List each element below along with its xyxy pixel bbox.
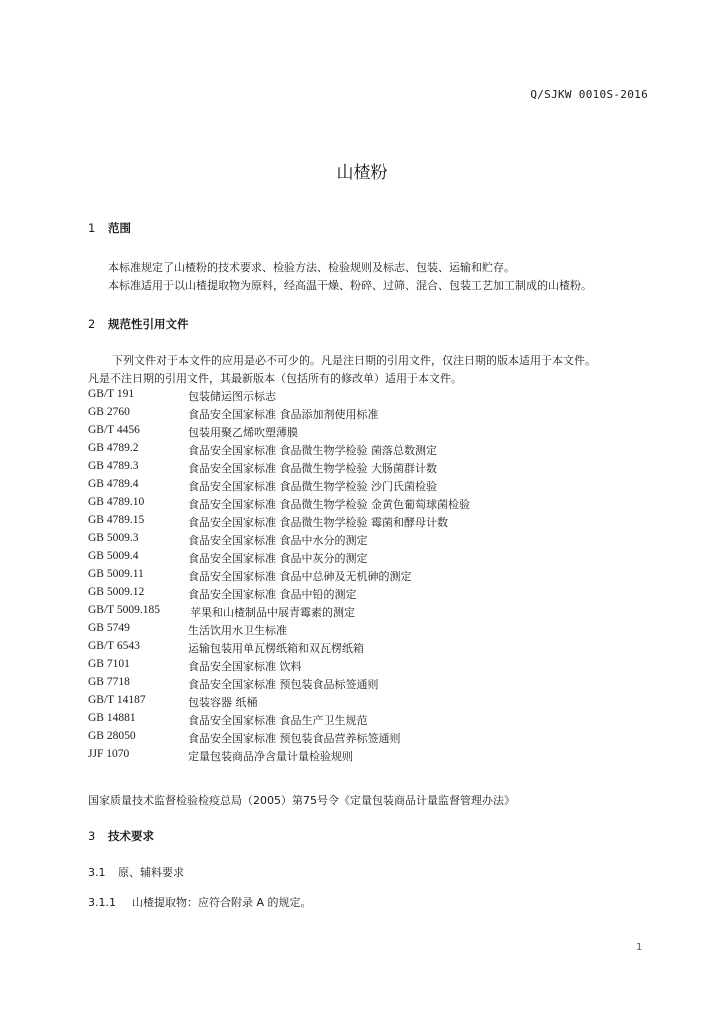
reference-item: [88, 514, 648, 532]
page-number: 1: [636, 942, 643, 953]
reference-code: GB 5009.4: [88, 550, 139, 562]
reference-code: GB 7718: [88, 676, 130, 688]
reference-item: [88, 604, 648, 622]
reference-title: 食品安全国家标准 食品微生物学检验 大肠菌群计数: [188, 462, 437, 475]
reference-title: 食品安全国家标准 食品中水分的测定: [188, 534, 368, 547]
section-1-number: 1: [88, 221, 96, 235]
reference-code: GB 5009.3: [88, 532, 139, 544]
reference-item: [88, 748, 648, 766]
section-2-number: 2: [88, 317, 96, 331]
reference-title: 食品安全国家标准 食品添加剂使用标准: [188, 408, 379, 421]
section-3-title: 技术要求: [108, 829, 154, 843]
reference-code: GB 5749: [88, 622, 130, 634]
reference-item: [88, 712, 648, 730]
section-1-paragraph-1: 本标准规定了山楂粉的技术要求、检验方法、检验规则及标志、包装、运输和贮存。: [108, 261, 515, 274]
section-2-title: 规范性引用文件: [108, 317, 189, 331]
section-1-title: 范围: [108, 221, 131, 235]
section-3-heading: [88, 828, 154, 844]
clause-3-1-1-number: 3.1.1: [88, 896, 116, 909]
section-1-paragraph-2: 本标准适用于以山楂提取物为原料，经高温干燥、粉碎、过筛、混合、包装工艺加工制成的山楂粉。: [108, 279, 592, 292]
reference-item: [88, 730, 648, 748]
reference-title: 包装用聚乙烯吹塑薄膜: [188, 426, 298, 439]
reference-item: [88, 532, 648, 550]
standard-code: Q/SJKW 0010S-2016: [530, 88, 648, 101]
reference-code: GB 2760: [88, 406, 130, 418]
section-1-heading: [88, 220, 131, 236]
reference-item: [88, 478, 648, 496]
reference-code: GB 4789.3: [88, 460, 139, 472]
reference-code: GB/T 5009.185: [88, 604, 160, 616]
section-2-heading: [88, 316, 189, 332]
reference-title: 食品安全国家标准 食品微生物学检验 金黄色葡萄球菌检验: [188, 498, 470, 511]
reference-title: 定量包装商品净含量计量检验规则: [188, 750, 353, 763]
reference-code: GB 7101: [88, 658, 130, 670]
reference-item: [88, 460, 648, 478]
reference-title: 包装储运图示标志: [188, 390, 276, 403]
reference-title: 生活饮用水卫生标准: [188, 624, 287, 637]
reference-item: [88, 640, 648, 658]
reference-code: GB/T 191: [88, 388, 135, 400]
clause-3-1-1-text: 山楂提取物：应符合附录 A 的规定。: [132, 896, 312, 909]
reference-title: 食品安全国家标准 食品中灰分的测定: [188, 552, 368, 565]
reference-list: [88, 388, 648, 766]
reference-title: 运输包装用单瓦楞纸箱和双瓦楞纸箱: [188, 642, 364, 655]
reference-code: GB/T 6543: [88, 640, 140, 652]
section-2-intro-line-2: 凡是不注日期的引用文件，其最新版本（包括所有的修改单）适用于本文件。: [88, 372, 462, 385]
reference-item: [88, 676, 648, 694]
reference-code: GB/T 14187: [88, 694, 146, 706]
reference-title: 食品安全国家标准 食品微生物学检验 沙门氏菌检验: [188, 480, 437, 493]
section-2-closing-line: 国家质量技术监督检验检疫总局（2005）第75号令《定量包装商品计量监督管理办法》: [88, 794, 515, 807]
document-title: 山楂粉: [336, 163, 388, 183]
reference-title: 包装容器 纸桶: [188, 696, 258, 709]
reference-title: 食品安全国家标准 食品生产卫生规范: [188, 714, 368, 727]
section-2-intro-line-1: 下列文件对于本文件的应用是必不可少的。凡是注日期的引用文件，仅注日期的版本适用于本文件。: [112, 354, 596, 367]
reference-code: GB 5009.12: [88, 586, 145, 598]
reference-code: GB 4789.4: [88, 478, 139, 490]
reference-item: [88, 568, 648, 586]
reference-title: 食品安全国家标准 食品中铅的测定: [188, 588, 357, 601]
subsection-3-1-title: 原、辅料要求: [118, 866, 184, 879]
reference-title: 食品安全国家标准 饮料: [188, 660, 302, 673]
reference-item: [88, 442, 648, 460]
reference-code: GB 4789.10: [88, 496, 145, 508]
clause-3-1-1: [88, 894, 312, 910]
reference-title: 食品安全国家标准 食品微生物学检验 霉菌和酵母计数: [188, 516, 448, 529]
reference-code: JJF 1070: [88, 748, 130, 760]
subsection-3-1-heading: [88, 864, 184, 880]
reference-item: [88, 496, 648, 514]
reference-title: 食品安全国家标准 食品中总砷及无机砷的测定: [188, 570, 412, 583]
reference-code: GB 4789.15: [88, 514, 145, 526]
reference-code: GB 14881: [88, 712, 136, 724]
reference-code: GB/T 4456: [88, 424, 140, 436]
reference-title: 食品安全国家标准 预包装食品标签通则: [188, 678, 379, 691]
reference-item: [88, 586, 648, 604]
reference-item: [88, 388, 648, 406]
reference-item: [88, 658, 648, 676]
reference-title: 苹果和山楂制品中展青霉素的测定: [190, 606, 355, 619]
reference-code: GB 5009.11: [88, 568, 144, 580]
reference-title: 食品安全国家标准 预包装食品营养标签通则: [188, 732, 401, 745]
reference-item: [88, 424, 648, 442]
section-3-number: 3: [88, 829, 96, 843]
reference-item: [88, 406, 648, 424]
reference-item: [88, 550, 648, 568]
reference-title: 食品安全国家标准 食品微生物学检验 菌落总数测定: [188, 444, 437, 457]
reference-item: [88, 694, 648, 712]
subsection-3-1-number: 3.1: [88, 866, 106, 879]
reference-item: [88, 622, 648, 640]
reference-code: GB 4789.2: [88, 442, 139, 454]
reference-code: GB 28050: [88, 730, 136, 742]
